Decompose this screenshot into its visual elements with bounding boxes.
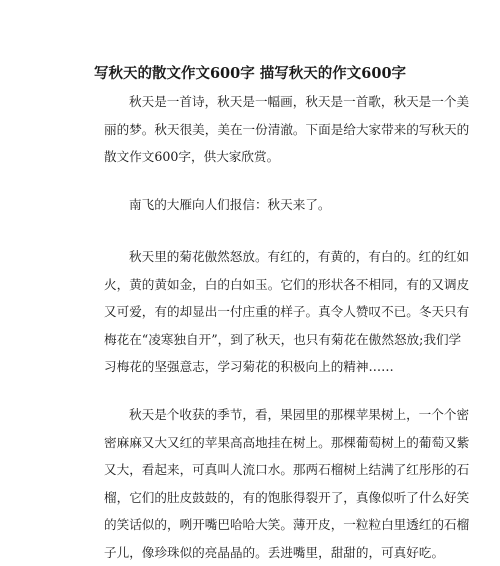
paragraph-line: 火，黄的黄如金，白的白如玉。它们的形状各不相同，有的又调皮	[104, 276, 470, 292]
article-title: 写秋天的散文作文600字 描写秋天的作文600字	[93, 65, 407, 82]
paragraph-line: 习梅花的坚强意志，学习菊花的积极向上的精神……	[104, 359, 394, 374]
paragraph-line: 密麻麻又大又红的苹果高高地挂在树上。那棵葡萄树上的葡萄又紫	[104, 434, 470, 450]
paragraph-line: 又大，看起来，可真叫人流口水。那两石榴树上结满了红彤彤的石	[104, 462, 470, 477]
paragraph-chrysanthemum	[104, 243, 470, 381]
paragraph-geese	[104, 191, 396, 219]
paragraph-line: 秋天是个收获的季节，看，果园里的那棵苹果树上，一个个密	[129, 407, 470, 422]
paragraph-line: 子儿，像珍珠似的亮晶晶的。丢进嘴里，甜甜的，可真好吃。	[104, 544, 445, 560]
paragraph-line: 南飞的大雁向人们报信：秋天来了。	[129, 197, 331, 212]
paragraph-line: 秋天里的菊花傲然怒放。有红的，有黄的，有白的。红的红如	[129, 249, 470, 264]
paragraph-intro	[104, 88, 470, 171]
paragraph-harvest	[104, 401, 470, 566]
paragraph-line: 榴，它们的肚皮鼓鼓的，有的饱胀得裂开了，真像似听了什么好笑	[104, 489, 470, 505]
paragraph-line: 散文作文600字，供大家欣赏。	[104, 149, 280, 164]
paragraph-line: 的笑话似的，咧开嘴巴哈哈大笑。薄开皮，一粒粒白里透红的石榴	[104, 517, 470, 532]
paragraph-line: 又可爱，有的却显出一付庄重的样子。真令人赞叹不已。冬天只有	[104, 304, 470, 319]
paragraph-line: 丽的梦。秋天很美，美在一份清澈。下面是给大家带来的写秋天的	[104, 121, 470, 137]
paragraph-line: 秋天是一首诗，秋天是一幅画，秋天是一首歌，秋天是一个美	[129, 94, 470, 109]
paragraph-line: 梅花在“凌寒独自开”，到了秋天，也只有菊花在傲然怒放;我们学	[104, 331, 462, 347]
